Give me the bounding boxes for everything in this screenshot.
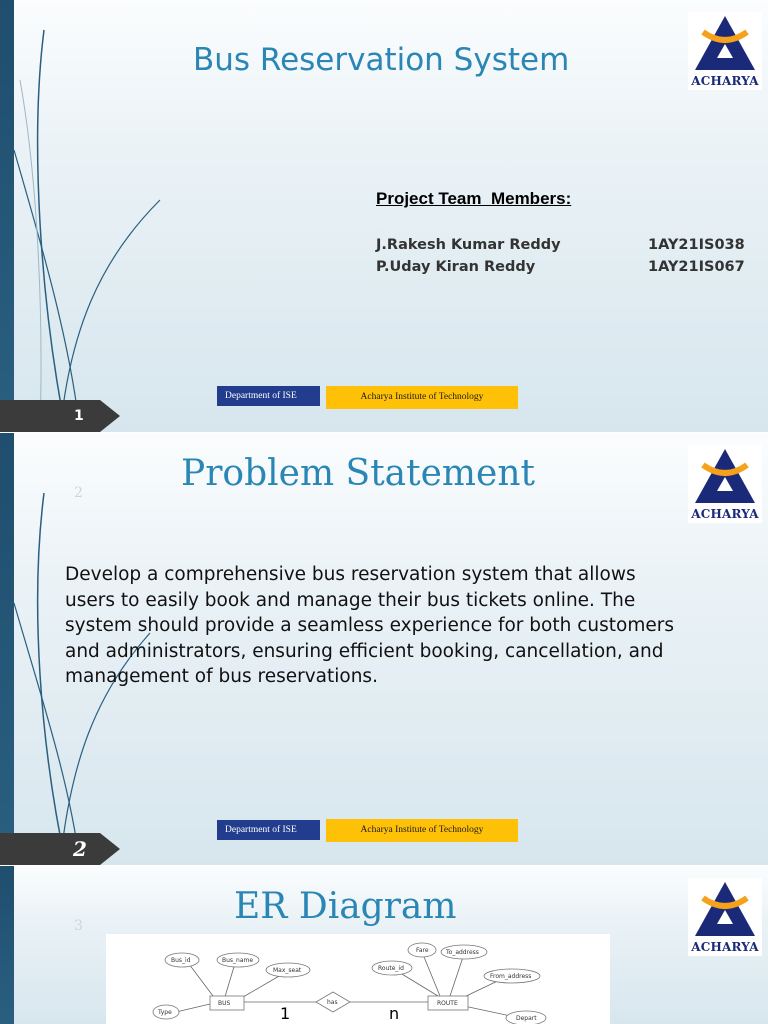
attr-label: Fare [416,947,429,954]
relationship-label: has [327,999,338,1006]
page-number: 2 [73,837,87,861]
team-member-row [376,259,745,275]
problem-statement-body: Develop a comprehensive bus reservation system that allows users to easily book and manage their bus tickets online. The system should provide a seamless experience for both customers and administrators, ensuring efficient booking, cancellation, and management of bus reservations. [65,564,674,687]
logo-mark-icon [693,14,757,72]
logo-mark-icon [693,880,757,938]
ghost-slide-number: 3 [74,918,83,934]
page-number: 1 [74,408,84,424]
page-number-tag [0,400,120,432]
slide-title: ER Diagram [234,886,457,927]
ghost-slide-number: 2 [74,485,83,501]
page-tag-arrow-icon [0,833,120,865]
team-member-row [376,237,745,253]
footer-institute: Acharya Institute of Technology [326,386,518,409]
slide-3 [0,866,768,1024]
page-number-tag [0,833,120,865]
attr-label: Bus_id [171,957,191,964]
footer-institute: Acharya Institute of Technology [326,819,518,842]
attr-label: Route_id [378,965,404,972]
footer-department: Department of ISE [217,386,320,406]
logo-text: ACHARYA [691,940,759,954]
logo-text: ACHARYA [691,507,759,521]
cardinality-right: n [389,1004,400,1023]
attr-label: Type [158,1009,172,1016]
decorative-swoosh [0,0,200,432]
member-usn: 1AY21IS067 [648,259,745,275]
attr-label: Max_seat [273,967,302,974]
slide-title: Bus Reservation System [193,42,570,78]
attr-label: Depart [516,1015,537,1022]
slide-title: Problem Statement [181,453,536,494]
page-tag-arrow-icon [0,400,120,432]
logo-text: ACHARYA [691,74,759,88]
team-heading: Project Team Members: [376,189,572,208]
member-name: P.Uday Kiran Reddy [376,259,536,275]
acharya-logo [688,878,762,956]
attr-label: Bus_name [222,957,254,964]
attr-label: To_address [446,949,479,956]
member-usn: 1AY21IS038 [648,237,745,253]
cardinality-left: 1 [280,1004,291,1023]
logo-mark-icon [693,447,757,505]
attr-label: From_address [490,973,532,980]
er-diagram-canvas [106,934,610,1024]
entity-label: BUS [218,1000,231,1007]
slide-1 [0,0,768,432]
entity-label: ROUTE [437,1000,458,1007]
slide-2 [0,433,768,865]
er-diagram [106,934,610,1024]
footer-department: Department of ISE [217,820,320,840]
member-name: J.Rakesh Kumar Reddy [376,237,561,253]
acharya-logo [688,445,762,523]
acharya-logo [688,12,762,90]
